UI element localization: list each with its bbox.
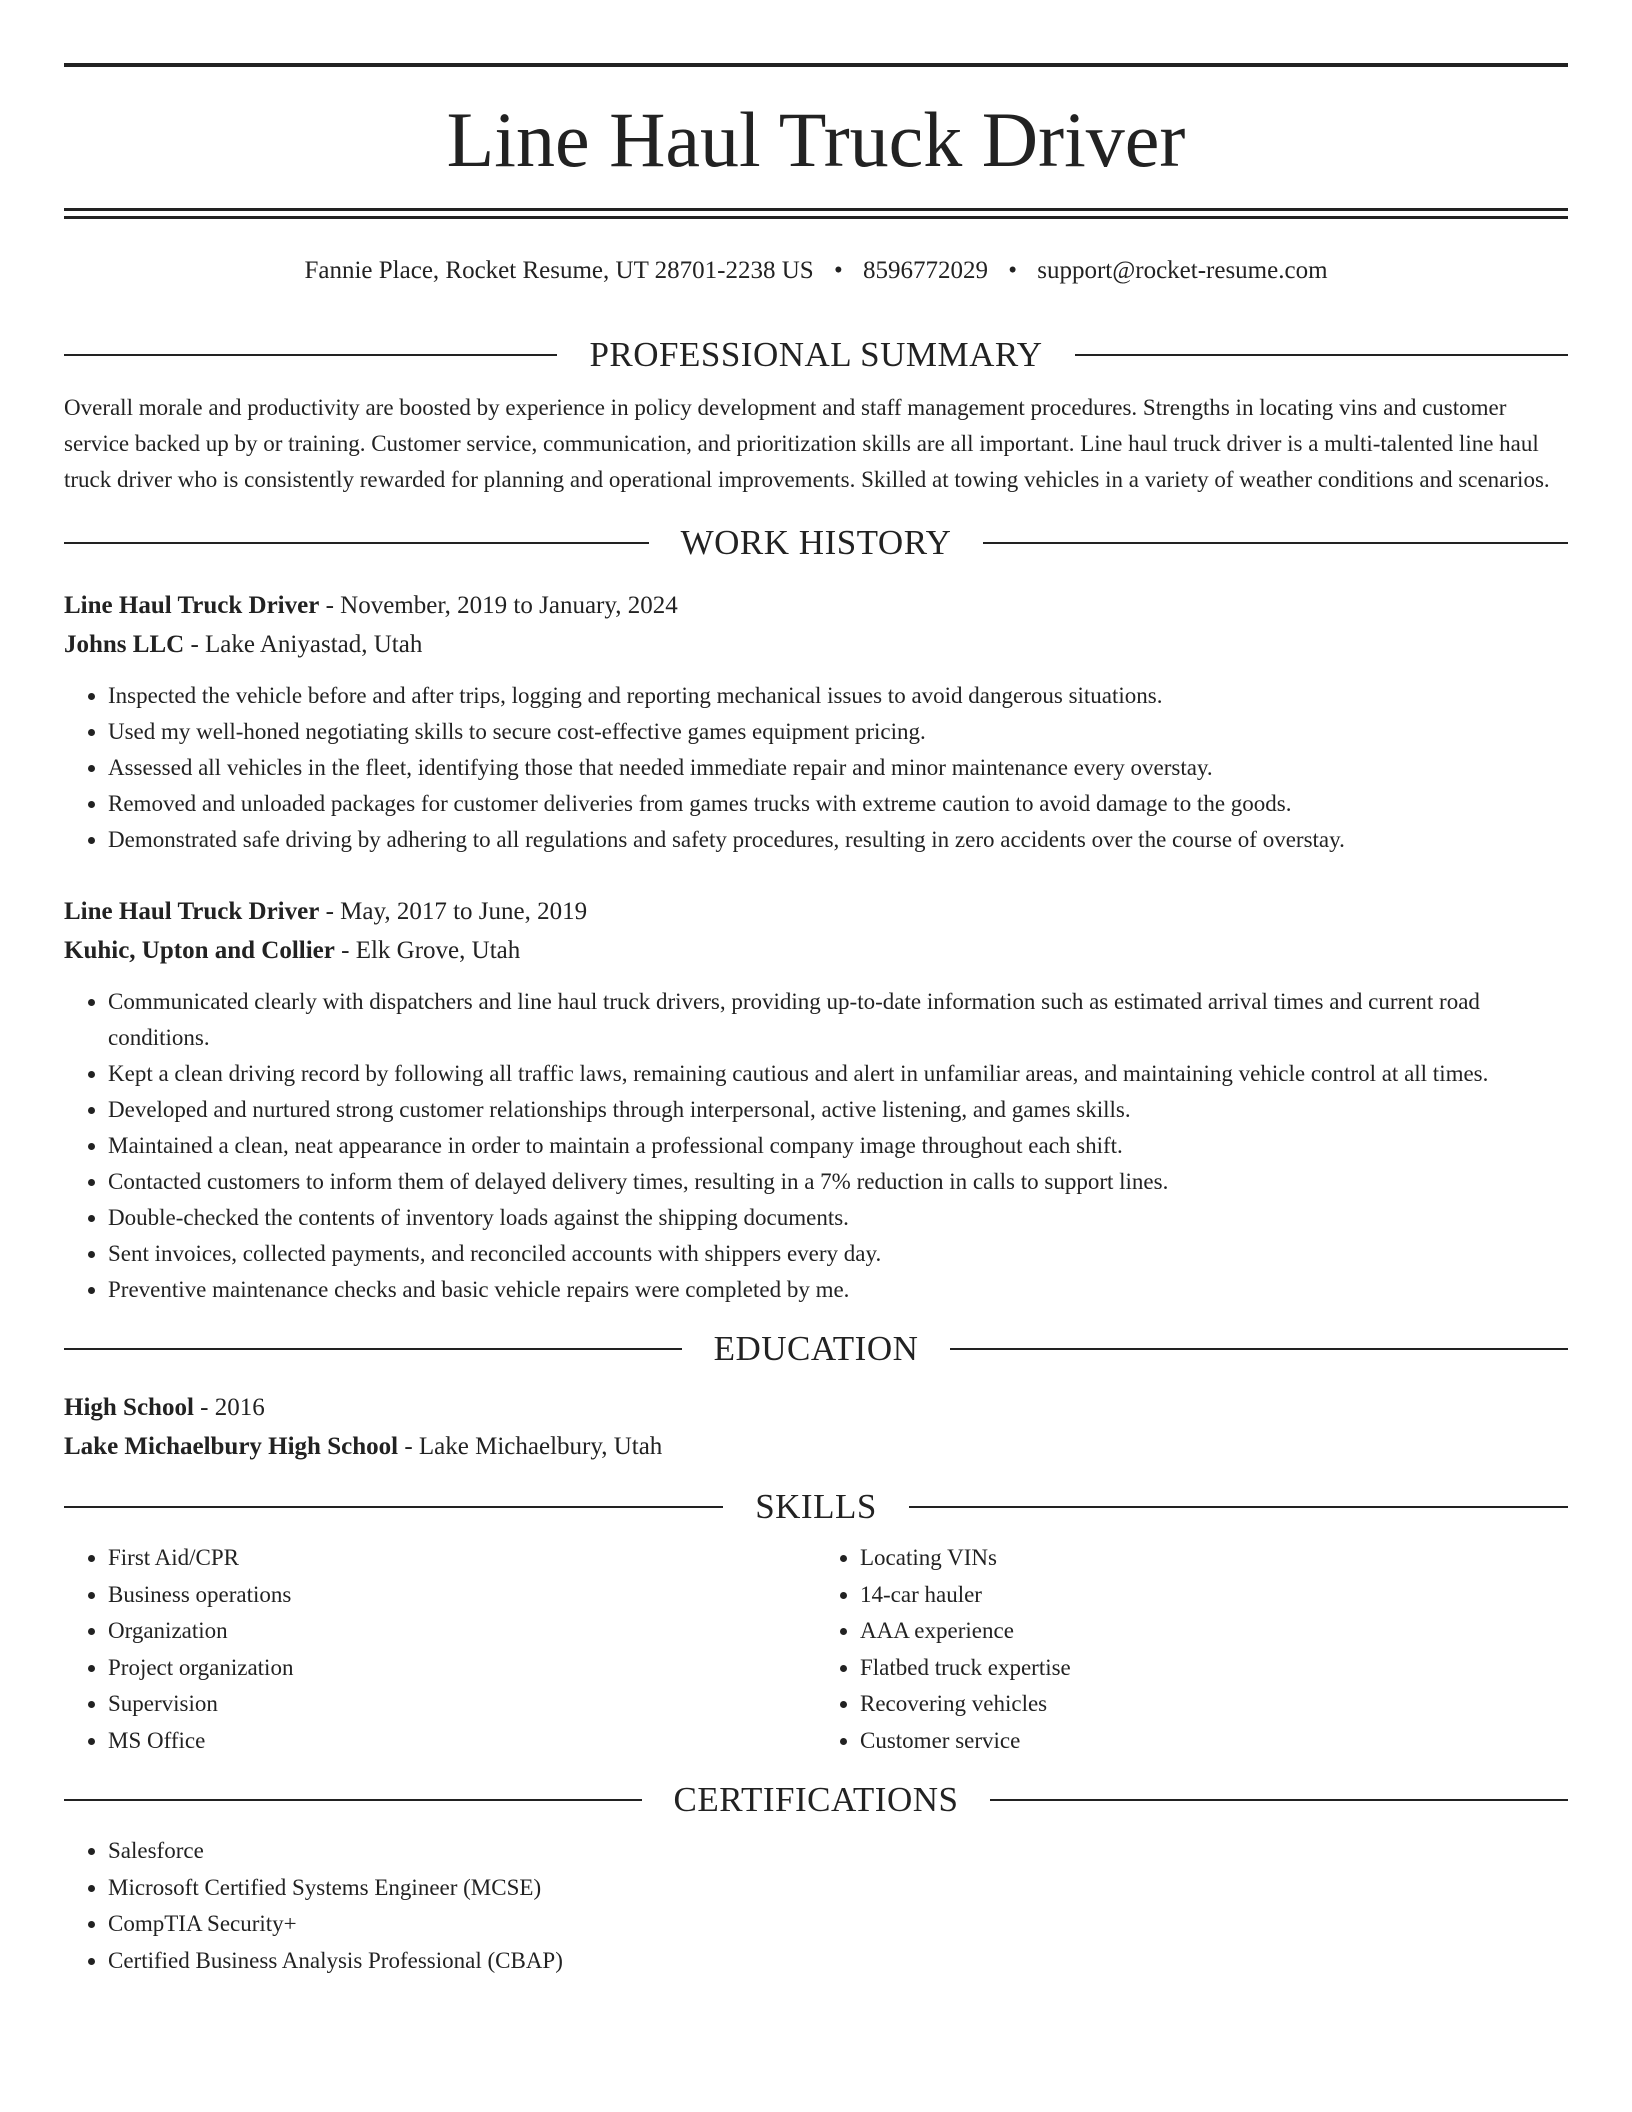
job-bullets xyxy=(64,678,1568,858)
list-item: • Project organization xyxy=(108,1650,816,1687)
list-item: • Contacted customers to inform them of delayed delivery times, resulting in a 7% reduction in calls to support lines. xyxy=(108,1164,1568,1200)
list-item: • Salesforce xyxy=(108,1833,1568,1870)
section-title: EDUCATION xyxy=(713,1329,919,1368)
job-title: Line Haul Truck Driver xyxy=(64,592,320,619)
education-year: - 2016 xyxy=(193,1394,265,1421)
section-header-work xyxy=(64,518,1568,568)
education-entry xyxy=(64,1388,1568,1466)
top-rule xyxy=(64,63,1568,67)
education-location: - Lake Michaelbury, Utah xyxy=(398,1433,663,1460)
skills-list-left xyxy=(64,1540,816,1759)
contact-separator: • xyxy=(1008,257,1017,284)
education-degree: High School xyxy=(64,1394,194,1421)
list-item: • Locating VINs xyxy=(860,1540,1568,1577)
list-item: • 14-car hauler xyxy=(860,1577,1568,1614)
section-header-education xyxy=(64,1324,1568,1374)
list-item: • Customer service xyxy=(860,1723,1568,1760)
list-item: • Communicated clearly with dispatchers and line haul truck drivers, providing up-to-date information such as estimated arrival times and current road conditions. xyxy=(108,984,1568,1056)
list-item: • Used my well-honed negotiating skills to secure cost-effective games equipment pricing. xyxy=(108,714,1568,750)
list-item: • Double-checked the contents of inventory loads against the shipping documents. xyxy=(108,1200,1568,1236)
list-item: • Demonstrated safe driving by adhering to all regulations and safety procedures, resulting in zero accidents over the course of overstay. xyxy=(108,822,1568,858)
resume-body xyxy=(64,330,1568,1979)
job-bullets xyxy=(64,984,1568,1308)
list-item: • Supervision xyxy=(108,1686,816,1723)
list-item: • AAA experience xyxy=(860,1613,1568,1650)
list-item: • Preventive maintenance checks and basic vehicle repairs were completed by me. xyxy=(108,1272,1568,1308)
summary-text: Overall morale and productivity are boosted by experience in policy development and staff management procedures. Strengths in locating vins and customer service backed up by or training. Customer service, communication, and prioritization skills are all important. Line haul truck driver is a multi-talented line haul truck driver who is consistently rewarded for planning and operational improvements. Skilled at towing vehicles in a variety of weather conditions and scenarios. xyxy=(64,395,1550,492)
list-item: • Recovering vehicles xyxy=(860,1686,1568,1723)
contact-email: support@rocket-resume.com xyxy=(1037,257,1328,284)
certifications-list xyxy=(64,1833,1568,1979)
list-item: • Developed and nurtured strong customer relationships through interpersonal, active listening, and games skills. xyxy=(108,1092,1568,1128)
job-entry xyxy=(64,892,1568,1308)
list-item: • Sent invoices, collected payments, and reconciled accounts with shippers every day. xyxy=(108,1236,1568,1272)
section-title: CERTIFICATIONS xyxy=(673,1780,959,1819)
contact-address: Fannie Place, Rocket Resume, UT 28701-2238 US xyxy=(304,257,814,284)
list-item: • CompTIA Security+ xyxy=(108,1906,1568,1943)
list-item: • First Aid/CPR xyxy=(108,1540,816,1577)
list-item: • MS Office xyxy=(108,1723,816,1760)
page-title: Line Haul Truck Driver xyxy=(446,96,1186,183)
contact-line xyxy=(64,254,1568,288)
section-title: WORK HISTORY xyxy=(680,523,952,562)
job-dates: - May, 2017 to June, 2019 xyxy=(319,898,588,925)
job-dates: - November, 2019 to January, 2024 xyxy=(319,592,678,619)
section-title: PROFESSIONAL SUMMARY xyxy=(589,335,1043,374)
job-company: Johns LLC xyxy=(64,631,185,658)
list-item: • Business operations xyxy=(108,1577,816,1614)
list-item: • Flatbed truck expertise xyxy=(860,1650,1568,1687)
list-item: • Microsoft Certified Systems Engineer (MCSE) xyxy=(108,1870,1568,1907)
list-item: • Organization xyxy=(108,1613,816,1650)
job-location: - Lake Aniyastad, Utah xyxy=(184,631,423,658)
skills-columns xyxy=(64,1540,1568,1759)
title-rule-lower xyxy=(64,216,1568,219)
section-header-summary xyxy=(64,330,1568,380)
section-header-certifications xyxy=(64,1775,1568,1825)
education-school: Lake Michaelbury High School xyxy=(64,1433,399,1460)
skills-list-right xyxy=(816,1540,1568,1759)
list-item: • Maintained a clean, neat appearance in order to maintain a professional company image throughout each shift. xyxy=(108,1128,1568,1164)
list-item: • Assessed all vehicles in the fleet, identifying those that needed immediate repair and minor maintenance every overstay. xyxy=(108,750,1568,786)
contact-separator: • xyxy=(833,257,843,284)
title-rule-upper xyxy=(64,208,1568,211)
job-entry xyxy=(64,586,1568,858)
section-header-skills xyxy=(64,1482,1568,1532)
section-title: SKILLS xyxy=(755,1487,877,1526)
job-location: - Elk Grove, Utah xyxy=(334,937,521,964)
job-title: Line Haul Truck Driver xyxy=(64,898,320,925)
list-item: • Kept a clean driving record by following all traffic laws, remaining cautious and alert in unfamiliar areas, and maintaining vehicle control at all times. xyxy=(108,1056,1568,1092)
list-item: • Inspected the vehicle before and after trips, logging and reporting mechanical issues to avoid dangerous situations. xyxy=(108,678,1568,714)
contact-phone: 8596772029 xyxy=(862,257,988,284)
list-item: • Removed and unloaded packages for customer deliveries from games trucks with extreme caution to avoid damage to the goods. xyxy=(108,786,1568,822)
list-item: • Certified Business Analysis Professional (CBAP) xyxy=(108,1943,1568,1980)
job-company: Kuhic, Upton and Collier xyxy=(64,937,335,964)
